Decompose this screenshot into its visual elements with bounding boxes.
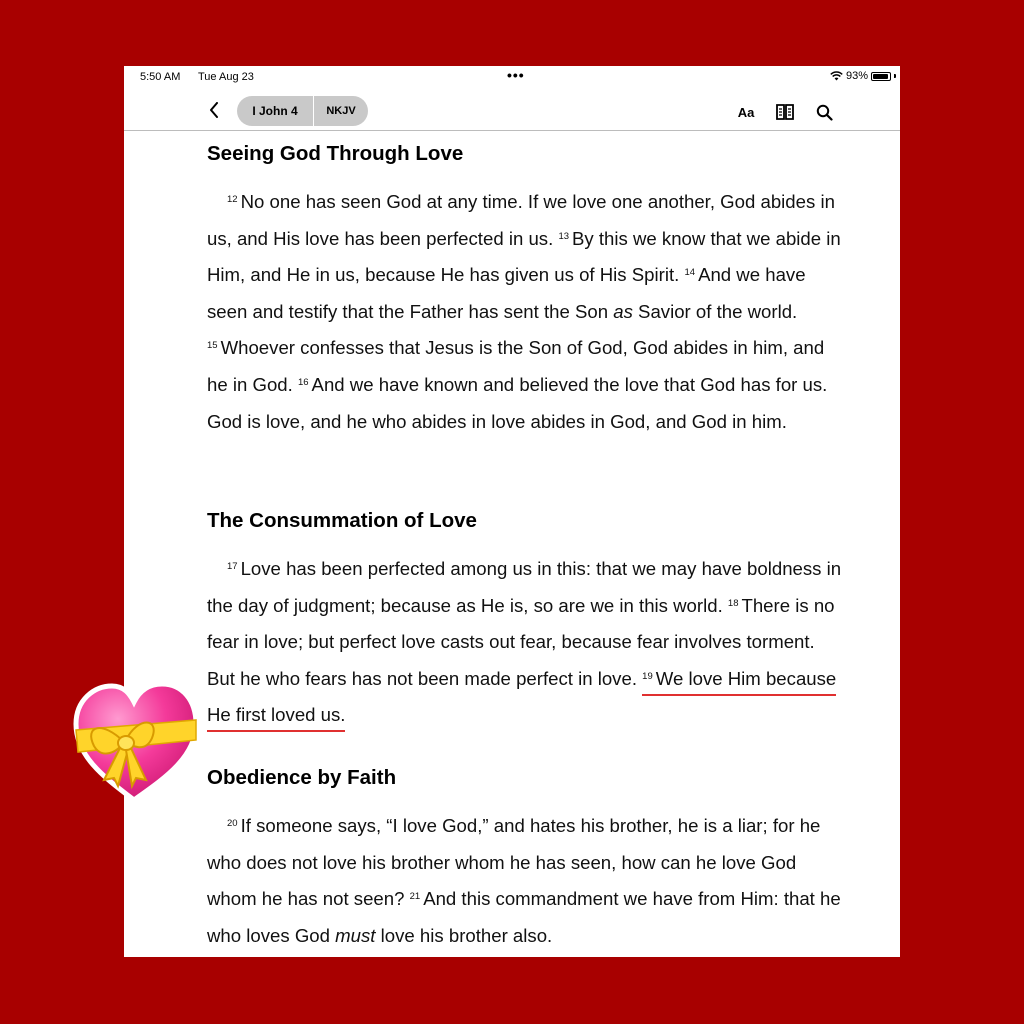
verse-text[interactable]: No one has seen God at any time. If we love one another, God abides in us, and His love has been perfected in us. xyxy=(207,191,835,249)
verse-number[interactable]: 18 xyxy=(727,597,739,609)
battery-tip xyxy=(894,74,896,78)
section-heading: Seeing God Through Love xyxy=(207,142,464,165)
verse-text[interactable]: Savior of the world. xyxy=(638,300,798,322)
verse-text[interactable]: Whoever confesses that Jesus is the Son of God, God abides in him, and he in God. xyxy=(207,337,825,395)
back-button[interactable] xyxy=(204,99,224,121)
battery-icon xyxy=(871,72,891,81)
verse-text[interactable]: We love Him because He first loved us. xyxy=(207,667,837,726)
section-paragraph xyxy=(207,551,847,734)
reader-toolbar xyxy=(124,92,900,131)
verse-text[interactable]: love his brother also. xyxy=(380,924,553,946)
section-heading: The Consummation of Love xyxy=(207,509,477,532)
verse-number[interactable]: 21 xyxy=(409,891,421,903)
status-date: Tue Aug 23 xyxy=(198,71,254,83)
section-paragraph xyxy=(207,808,847,954)
verse-number[interactable]: 20 xyxy=(227,818,238,829)
verse-number[interactable]: 14 xyxy=(684,267,696,279)
verse-number[interactable]: 17 xyxy=(227,561,238,572)
verse-text[interactable]: And this commandment we have from Him: that he who loves God xyxy=(207,888,841,946)
verse-text[interactable]: By this we know that we abide in Him, and He in us, because He has given us of His Spirit. xyxy=(207,227,841,286)
italic-word[interactable]: as xyxy=(613,300,633,322)
verse-text[interactable]: Love has been perfected among us in this: that we may have boldness in the day of judgment; because as He is, so are we in this world. xyxy=(207,558,842,616)
status-bar xyxy=(124,66,900,88)
parallel-book-button[interactable] xyxy=(774,101,796,123)
section-heading: Obedience by Faith xyxy=(207,766,397,789)
verse-number[interactable]: 15 xyxy=(207,340,218,352)
italic-word[interactable]: must xyxy=(335,924,376,946)
verse-text[interactable]: And we have seen and testify that the Father has sent the Son xyxy=(207,264,806,322)
ipad-screen xyxy=(124,66,900,957)
book-chapter-button[interactable]: I John 4 xyxy=(252,104,298,118)
status-indicators xyxy=(830,70,896,82)
verse-number[interactable]: 16 xyxy=(297,376,309,388)
search-icon xyxy=(816,104,833,121)
verse-text[interactable]: If someone says, “I love God,” and hates his brother, he is a liar; for he who does not love his brother whom he has seen, how can he love God whom he has not seen? xyxy=(207,815,821,910)
verse-number[interactable]: 12 xyxy=(227,194,238,205)
battery-fill xyxy=(873,74,888,79)
search-button[interactable] xyxy=(814,101,834,123)
wifi-icon xyxy=(830,71,843,81)
section-paragraph xyxy=(207,184,847,440)
battery-percent: 93% xyxy=(845,70,868,82)
version-button[interactable]: NKJV xyxy=(326,105,356,117)
font-settings-button[interactable]: Aa xyxy=(737,104,755,120)
verse-text[interactable]: There is no fear in love; but perfect love casts out fear, because fear involves torment. But he who fears has not been made perfect in love. xyxy=(207,594,835,689)
passage-selector xyxy=(237,96,368,126)
verse-number[interactable]: 19 xyxy=(642,670,653,682)
chevron-left-icon xyxy=(209,102,219,118)
open-book-icon xyxy=(775,103,795,121)
heart-with-ribbon-icon xyxy=(68,676,200,808)
verse-number[interactable]: 13 xyxy=(558,230,570,242)
status-time: 5:50 AM xyxy=(140,71,181,83)
verse-text[interactable]: And we have known and believed the love that God has for us. God is love, and he who abides in love abides in God, and God in him. xyxy=(207,373,828,432)
multitasking-dots-icon[interactable]: ••• xyxy=(507,67,525,83)
